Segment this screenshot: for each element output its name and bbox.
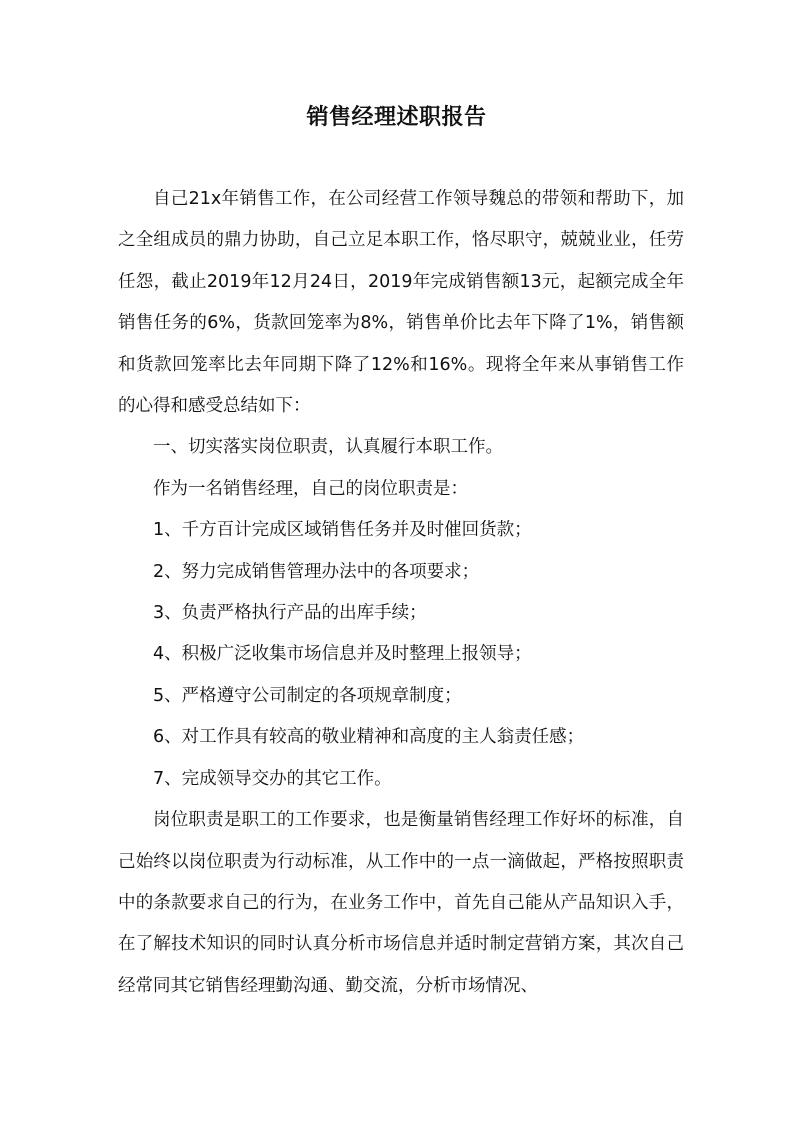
section-heading: 一、切实落实岗位职责，认真履行本职工作。 — [153, 437, 503, 458]
list-item: 1、千方百计完成区域销售任务并及时催回货款； — [153, 520, 532, 541]
list-item: 3、负责严格执行产品的出库手续； — [153, 603, 427, 624]
list-item: 5、严格遵守公司制定的各项规章制度； — [153, 685, 462, 706]
list-item: 7、完成领导交办的其它工作。 — [153, 768, 392, 789]
document-title: 销售经理述职报告 — [306, 105, 487, 130]
intro-paragraph: 自己21x年销售工作，在公司经营工作领导魏总的带领和帮助下，加之全组成员的鼎力协助，自己立足本职工作，恪尽职守，兢兢业业，任劳任怨，截止2019年12月24日，2019年完成销售额13元，起额完成全年销售任务的6%，货款回笼率为8%，销售单价比去年下降了1%，销售额和货款回笼率比去年同期下降了12%和16%。现将全年来从事销售工作的心得和感受总结如下： — [118, 189, 684, 417]
document-body — [118, 179, 684, 1007]
list-item: 2、努力完成销售管理办法中的各项要求； — [153, 561, 480, 582]
body-paragraph: 岗位职责是职工的工作要求，也是衡量销售经理工作好坏的标准，自己始终以岗位职责为行动标准，从工作中的一点一滴做起，严格按照职责中的条款要求自己的行为，在业务工作中，首先自己能从产品知识入手，在了解技术知识的同时认真分析市场信息并适时制定营销方案，其次自己经常同其它销售经理勤沟通、勤交流，分析市场情况、 — [118, 810, 684, 996]
list-item: 6、对工作具有较高的敬业精神和高度的主人翁责任感； — [153, 727, 585, 748]
list-intro: 作为一名销售经理，自己的岗位职责是： — [153, 478, 468, 499]
list-item: 4、积极广泛收集市场信息并及时整理上报领导； — [153, 644, 532, 665]
